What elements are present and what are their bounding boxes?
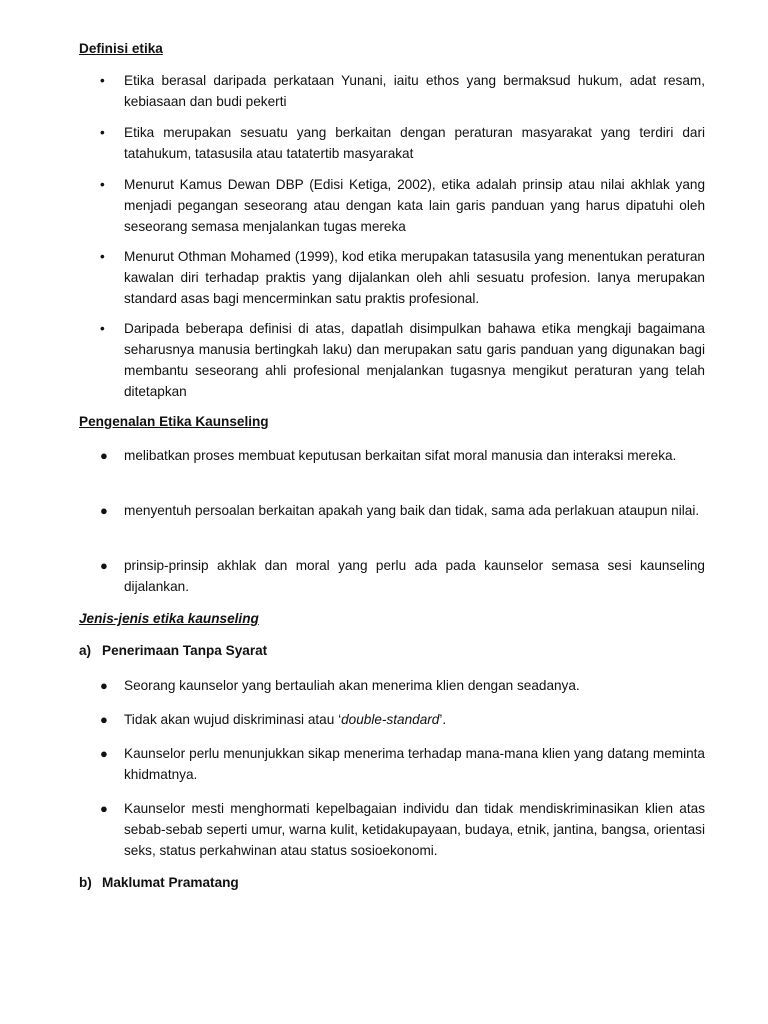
bullet-icon: ● — [100, 746, 108, 761]
bullet-icon: ● — [100, 448, 108, 463]
bullet-icon: • — [100, 73, 105, 88]
list-item: • Menurut Othman Mohamed (1999), kod etika merupakan tatasusila yang menentukan peraturan kawalan diri terhadap praktis yang dijalankan oleh ahli sesuatu profesion. Ianya merupakan standard asas bagi mencerminkan satu praktis profesional. — [100, 246, 705, 309]
bullet-icon: ● — [100, 801, 108, 816]
bullet-icon: • — [100, 321, 105, 336]
list-item: ● prinsip-prinsip akhlak dan moral yang perlu ada pada kaunselor semasa sesi kaunseling dijalankan. — [100, 555, 705, 597]
bullet-icon: ● — [100, 678, 108, 693]
subsection-heading-maklumat-pramatang: b) Maklumat Pramatang — [79, 875, 239, 890]
bullet-icon: ● — [100, 712, 108, 727]
list-item: ● melibatkan proses membuat keputusan berkaitan sifat moral manusia dan interaksi mereka. — [100, 445, 705, 466]
list-item: • Etika berasal daripada perkataan Yunani, iaitu ethos yang bermaksud hukum, adat resam, kebiasaan dan budi pekerti — [100, 70, 705, 112]
list-item: ● Tidak akan wujud diskriminasi atau ‘double-standard’. — [100, 709, 705, 730]
subsection-heading-penerimaan: a) Penerimaan Tanpa Syarat — [79, 643, 268, 658]
bullet-icon: • — [100, 177, 105, 192]
list-item: • Etika merupakan sesuatu yang berkaitan dengan peraturan masyarakat yang terdiri dari tatahukum, tatasusila atau tatatertib masyarakat — [100, 122, 705, 164]
bullet-icon: • — [100, 249, 105, 264]
list-item: ● Kaunselor mesti menghormati kepelbagaian individu dan tidak mendiskriminasikan klien atas sebab-sebab seperti umur, warna kulit, ketidakupayaan, budaya, etnik, jantina, bangsa, orientasi seks, status perkahwinan atau status sosioekonomi. — [100, 798, 705, 861]
list-item: ● menyentuh persoalan berkaitan apakah yang baik dan tidak, sama ada perlakuan ataupun nilai. — [100, 500, 705, 521]
list-item: • Menurut Kamus Dewan DBP (Edisi Ketiga, 2002), etika adalah prinsip atau nilai akhlak yang menjadi pegangan seseorang atau dengan kata lain garis panduan yang harus dipatuhi oleh seseorang semasa menjalankan tugas mereka — [100, 174, 705, 237]
list-item: • Daripada beberapa definisi di atas, dapatlah disimpulkan bahawa etika mengkaji bagaimana seharusnya manusia bertingkah laku) dan merupakan satu garis panduan yang digunakan bagi membantu seseorang ahli profesional menjalankan tugasnya mengikut peraturan yang telah ditetapkan — [100, 318, 705, 402]
section-heading-definisi-etika: Definisi etika — [79, 41, 163, 56]
section-heading-jenis-jenis-etika: Jenis-jenis etika kaunseling — [79, 611, 259, 626]
list-item: ● Seorang kaunselor yang bertauliah akan menerima klien dengan seadanya. — [100, 675, 705, 696]
list-item: ● Kaunselor perlu menunjukkan sikap menerima terhadap mana-mana klien yang datang meminta khidmatnya. — [100, 743, 705, 785]
bullet-icon: ● — [100, 558, 108, 573]
bullet-icon: • — [100, 125, 105, 140]
bullet-icon: ● — [100, 503, 108, 518]
section-heading-pengenalan-etika-kaunseling: Pengenalan Etika Kaunseling — [79, 414, 269, 429]
